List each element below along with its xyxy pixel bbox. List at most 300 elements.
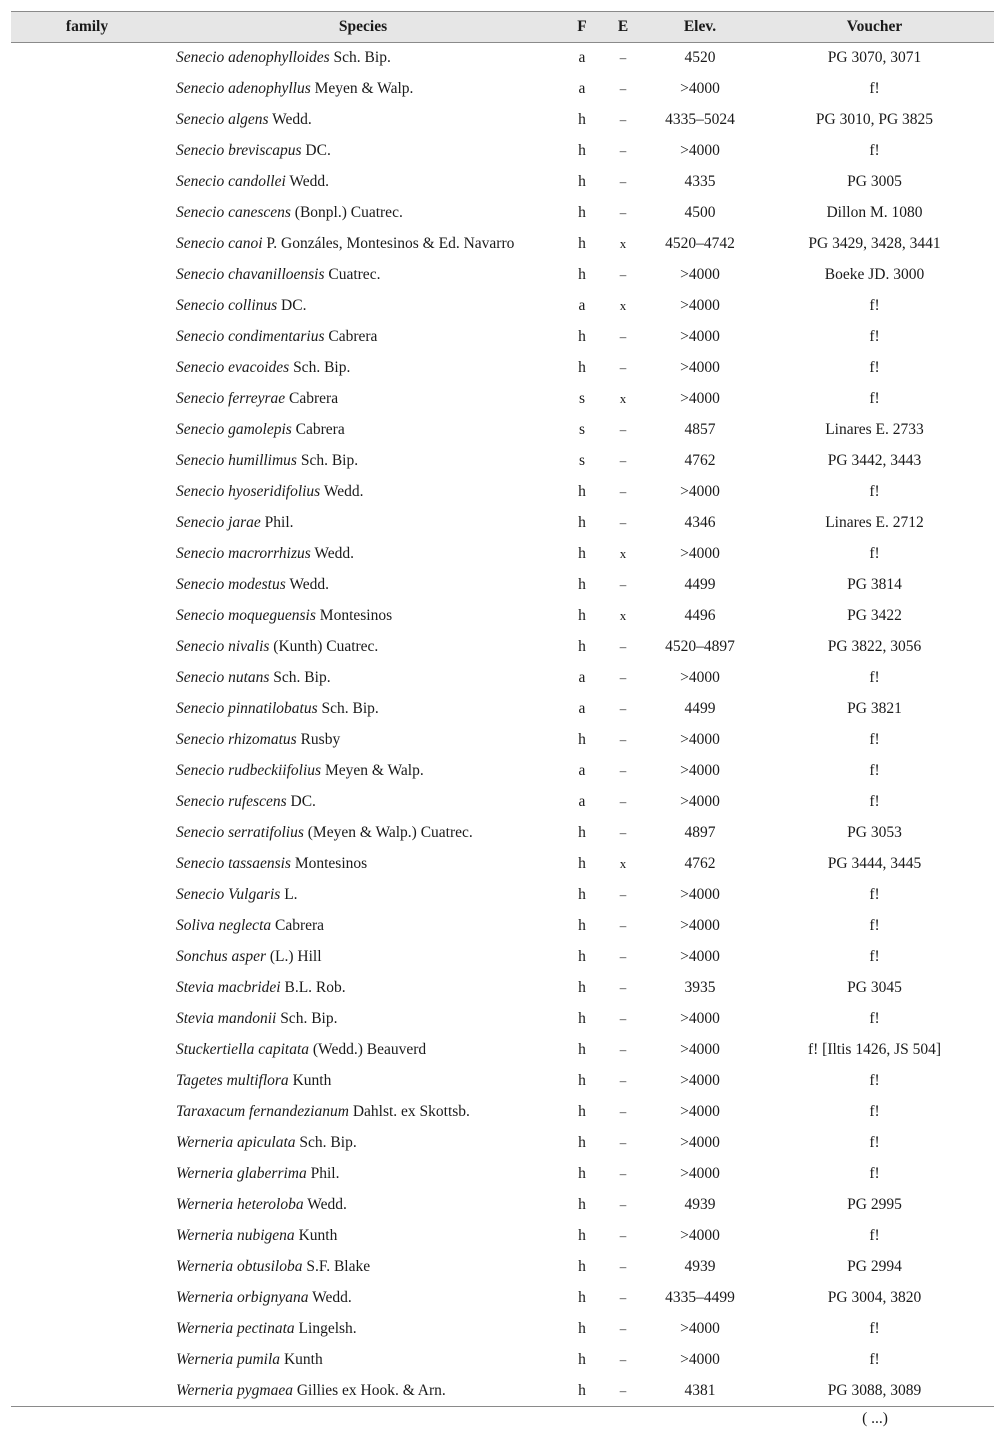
- voucher-cell: PG 3442, 3443: [827, 452, 922, 469]
- endemic-cell: –: [619, 1042, 627, 1057]
- species-author: Kunth: [292, 1072, 332, 1089]
- voucher-cell: PG 3004, 3820: [827, 1289, 922, 1306]
- family-cell: [11, 1035, 163, 1066]
- species-taxon: Senecio canescens: [176, 204, 291, 221]
- family-cell: [11, 105, 163, 136]
- species-author: Wedd.: [314, 545, 355, 562]
- species-taxon: Senecio chavanilloensis: [176, 266, 325, 283]
- growth-form-cell: h: [578, 1258, 586, 1275]
- endemic-cell: –: [619, 484, 627, 499]
- table-row: [11, 942, 994, 973]
- endemic-cell: –: [619, 174, 627, 189]
- species-cell: [163, 136, 563, 167]
- voucher-cell: f!: [869, 328, 880, 345]
- family-cell: [11, 570, 163, 601]
- endemic-cell: –: [619, 50, 627, 66]
- endemic-cell: –: [619, 732, 627, 747]
- family-cell: [11, 477, 163, 508]
- growth-form-cell: h: [578, 1289, 586, 1306]
- growth-form-cell: a: [578, 80, 586, 97]
- table-row: [11, 1314, 994, 1345]
- family-cell: [11, 322, 163, 353]
- growth-form-cell: h: [578, 514, 586, 531]
- elevation-cell: 4335–5024: [665, 111, 735, 128]
- species-taxon: Werneria pumila: [176, 1351, 281, 1368]
- header-row: [11, 12, 994, 43]
- family-cell: [11, 167, 163, 198]
- family-cell: [11, 911, 163, 942]
- table-row: [11, 167, 994, 198]
- table-row: [11, 1376, 994, 1407]
- elevation-cell: >4000: [680, 1010, 720, 1027]
- endemic-cell: x: [619, 236, 627, 251]
- table-row: [11, 911, 994, 942]
- voucher-cell: f!: [869, 390, 880, 407]
- family-cell: [11, 446, 163, 477]
- family-cell: [11, 849, 163, 880]
- endemic-cell: –: [619, 360, 627, 375]
- elevation-cell: >4000: [680, 1320, 720, 1337]
- voucher-cell: f!: [869, 886, 880, 903]
- growth-form-cell: a: [578, 793, 586, 810]
- growth-form-cell: h: [578, 824, 586, 841]
- voucher-cell: PG 3005: [847, 173, 902, 190]
- family-cell: [11, 1283, 163, 1314]
- table-row: [11, 74, 994, 105]
- table-row: [11, 1345, 994, 1376]
- species-cell: [163, 167, 563, 198]
- species-taxon: Senecio nivalis: [176, 638, 270, 655]
- table-row: [11, 415, 994, 446]
- species-author: Wedd.: [307, 1196, 347, 1213]
- growth-form-cell: h: [578, 1165, 586, 1182]
- header-e: E: [601, 12, 645, 43]
- species-cell: [163, 973, 563, 1004]
- table-row: [11, 663, 994, 694]
- elevation-cell: >4000: [680, 886, 720, 903]
- species-taxon: Senecio breviscapus: [176, 142, 302, 159]
- family-cell: [11, 229, 163, 260]
- species-taxon: Stuckertiella capitata: [176, 1041, 310, 1058]
- elevation-cell: >4000: [680, 142, 720, 159]
- header-family: family: [11, 12, 163, 43]
- voucher-cell: f!: [869, 1320, 880, 1337]
- elevation-cell: >4000: [680, 1103, 720, 1120]
- endemic-cell: –: [619, 1166, 627, 1181]
- growth-form-cell: h: [578, 1196, 586, 1213]
- species-taxon: Werneria orbignyana: [176, 1289, 309, 1306]
- voucher-cell: Boeke JD. 3000: [824, 266, 925, 283]
- species-cell: [163, 880, 563, 911]
- species-cell: [163, 1345, 563, 1376]
- species-taxon: Werneria pygmaea: [176, 1381, 293, 1399]
- endemic-cell: –: [619, 1228, 627, 1243]
- growth-form-cell: h: [578, 483, 586, 500]
- table-row: [11, 260, 994, 291]
- table-row: [11, 849, 994, 880]
- family-cell: [11, 973, 163, 1004]
- voucher-cell: f!: [869, 142, 880, 159]
- growth-form-cell: s: [578, 452, 586, 469]
- continued-note: ( ...): [862, 1410, 888, 1427]
- species-taxon: Sonchus asper: [176, 948, 266, 965]
- species-author: Kunth: [283, 1351, 323, 1368]
- voucher-cell: PG 3821: [847, 700, 902, 717]
- table-row: [11, 880, 994, 911]
- growth-form-cell: h: [578, 359, 586, 376]
- table-row: [11, 43, 994, 74]
- endemic-cell: x: [619, 608, 627, 623]
- species-author: Sch. Bip.: [273, 669, 331, 686]
- growth-form-cell: h: [578, 204, 586, 221]
- table-row: [11, 477, 994, 508]
- table-row: [11, 1252, 994, 1283]
- species-taxon: Werneria pectinata: [176, 1320, 295, 1337]
- table-row: [11, 1066, 994, 1097]
- elevation-cell: >4000: [680, 266, 720, 283]
- species-cell: [163, 601, 563, 632]
- table-row: [11, 1190, 994, 1221]
- family-cell: [11, 1159, 163, 1190]
- species-taxon: Tagetes multiflora: [176, 1072, 289, 1089]
- endemic-cell: –: [619, 577, 627, 592]
- species-author: (Kunth) Cuatrec.: [273, 638, 379, 655]
- species-taxon: Werneria apiculata: [176, 1134, 296, 1151]
- elevation-cell: 4496: [684, 607, 716, 624]
- endemic-cell: –: [619, 1073, 627, 1088]
- voucher-cell: f!: [869, 669, 880, 686]
- species-author: Sch. Bip.: [280, 1010, 338, 1027]
- species-cell: [163, 260, 563, 291]
- elevation-cell: >4000: [680, 1134, 720, 1151]
- species-taxon: Werneria glaberrima: [176, 1165, 307, 1182]
- table-row: [11, 384, 994, 415]
- table-row: [11, 1128, 994, 1159]
- voucher-cell: PG 3010, PG 3825: [815, 111, 934, 128]
- endemic-cell: –: [619, 949, 627, 964]
- family-cell: [11, 353, 163, 384]
- table-row: [11, 446, 994, 477]
- species-cell: [163, 353, 563, 384]
- family-cell: [11, 725, 163, 756]
- species-taxon: Senecio tassaensis: [176, 855, 291, 872]
- growth-form-cell: a: [578, 297, 586, 314]
- header-elev: Elev.: [645, 12, 755, 43]
- voucher-cell: Linares E. 2733: [825, 421, 924, 438]
- voucher-cell: f!: [869, 297, 880, 314]
- species-author: Montesinos: [294, 855, 368, 872]
- species-cell: [163, 74, 563, 105]
- table-row: [11, 1221, 994, 1252]
- species-taxon: Senecio evacoides: [176, 359, 290, 376]
- species-cell: [163, 632, 563, 663]
- voucher-cell: Dillon M. 1080: [826, 204, 923, 221]
- voucher-cell: PG 3045: [847, 979, 902, 996]
- species-cell: [163, 43, 563, 74]
- elevation-cell: 4500: [684, 204, 716, 221]
- species-cell: [163, 539, 563, 570]
- species-author: Cabrera: [289, 390, 339, 407]
- species-taxon: Werneria heteroloba: [176, 1196, 304, 1213]
- species-author: Sch. Bip.: [299, 1134, 357, 1151]
- growth-form-cell: h: [578, 266, 586, 283]
- species-author: Wedd.: [289, 576, 330, 593]
- endemic-cell: –: [619, 1011, 627, 1026]
- species-taxon: Senecio moqueguensis: [176, 607, 316, 624]
- elevation-cell: 4381: [645, 1376, 755, 1407]
- species-author: Sch. Bip.: [333, 49, 391, 67]
- species-author: Lingelsh.: [298, 1320, 357, 1337]
- elevation-cell: >4000: [680, 483, 720, 500]
- growth-form-cell: h: [578, 142, 586, 159]
- endemic-cell: –: [619, 205, 627, 220]
- species-cell: [163, 1035, 563, 1066]
- elevation-cell: >4000: [680, 390, 720, 407]
- species-cell: [163, 477, 563, 508]
- table-row: [11, 198, 994, 229]
- endemic-cell: –: [619, 515, 627, 530]
- endemic-cell: –: [619, 701, 627, 716]
- growth-form-cell: h: [578, 1010, 586, 1027]
- species-cell: [163, 818, 563, 849]
- species-taxon: Senecio humillimus: [176, 452, 297, 469]
- voucher-cell: f!: [869, 793, 880, 810]
- species-author: Cuatrec.: [328, 266, 381, 283]
- growth-form-cell: h: [578, 855, 586, 872]
- elevation-cell: 4335: [684, 173, 716, 190]
- growth-form-cell: h: [578, 917, 586, 934]
- endemic-cell: –: [619, 453, 627, 468]
- family-cell: [11, 1097, 163, 1128]
- table-row: [11, 570, 994, 601]
- species-author: Gillies ex Hook. & Arn.: [296, 1381, 446, 1399]
- family-cell: [11, 942, 163, 973]
- species-taxon: Senecio ferreyrae: [176, 390, 286, 407]
- species-taxon: Senecio adenophylloides: [176, 49, 330, 67]
- table-row: [11, 508, 994, 539]
- species-cell: [163, 1159, 563, 1190]
- species-taxon: Senecio condimentarius: [176, 328, 325, 345]
- species-cell: [163, 415, 563, 446]
- table-row: [11, 1004, 994, 1035]
- species-author: Cabrera: [275, 917, 325, 934]
- species-cell: [163, 1066, 563, 1097]
- voucher-cell: PG 3053: [847, 824, 902, 841]
- voucher-cell: f!: [869, 1134, 880, 1151]
- table-header: [11, 12, 994, 43]
- species-taxon: Werneria obtusiloba: [176, 1258, 303, 1275]
- voucher-cell: PG 3822, 3056: [827, 638, 922, 655]
- species-author: Rusby: [300, 731, 341, 748]
- table-row: [11, 818, 994, 849]
- elevation-cell: 4857: [684, 421, 716, 438]
- species-cell: [163, 1283, 563, 1314]
- table-row: [11, 1097, 994, 1128]
- voucher-cell: PG 3070, 3071: [827, 49, 922, 67]
- elevation-cell: 3935: [684, 979, 716, 996]
- species-taxon: Stevia mandonii: [176, 1010, 277, 1027]
- species-cell: [163, 384, 563, 415]
- voucher-cell: f!: [869, 80, 880, 97]
- elevation-cell: >4000: [680, 1041, 720, 1058]
- endemic-cell: –: [619, 81, 627, 96]
- species-cell: [163, 725, 563, 756]
- species-cell: [163, 322, 563, 353]
- elevation-cell: >4000: [680, 80, 720, 97]
- species-taxon: Soliva neglecta: [176, 917, 272, 934]
- species-cell: [163, 911, 563, 942]
- species-author: S.F. Blake: [306, 1258, 371, 1275]
- growth-form-cell: a: [578, 49, 586, 67]
- endemic-cell: x: [619, 856, 627, 871]
- voucher-cell: f!: [869, 917, 880, 934]
- family-cell: [11, 198, 163, 229]
- growth-form-cell: a: [578, 669, 586, 686]
- voucher-cell: PG 3422: [847, 607, 902, 624]
- elevation-cell: >4000: [680, 545, 720, 562]
- family-cell: [11, 1221, 163, 1252]
- table-row: [11, 694, 994, 725]
- family-cell: [11, 1190, 163, 1221]
- species-taxon: Senecio jarae: [176, 514, 261, 531]
- growth-form-cell: h: [578, 545, 586, 562]
- species-cell: [163, 787, 563, 818]
- family-cell: [11, 818, 163, 849]
- elevation-cell: >4000: [680, 1165, 720, 1182]
- endemic-cell: –: [619, 1135, 627, 1150]
- species-cell: [163, 1004, 563, 1035]
- elevation-cell: 4499: [684, 700, 716, 717]
- growth-form-cell: h: [578, 979, 586, 996]
- voucher-cell: PG 3088, 3089: [755, 1376, 994, 1407]
- endemic-cell: –: [619, 267, 627, 282]
- species-author: DC.: [305, 142, 331, 159]
- species-author: Cabrera: [328, 328, 378, 345]
- table-row: [11, 1035, 994, 1066]
- elevation-cell: >4000: [680, 297, 720, 314]
- species-author: Meyen & Walp.: [314, 80, 414, 97]
- family-cell: [11, 1066, 163, 1097]
- species-cell: [163, 229, 563, 260]
- endemic-cell: –: [619, 1259, 627, 1274]
- voucher-cell: f!: [869, 1351, 880, 1368]
- voucher-cell: f!: [869, 1072, 880, 1089]
- elevation-cell: 4762: [684, 855, 716, 872]
- voucher-cell: f!: [869, 545, 880, 562]
- family-cell: [11, 1252, 163, 1283]
- species-author: Sch. Bip.: [300, 452, 359, 469]
- species-taxon: Senecio Vulgaris: [176, 886, 281, 903]
- endemic-cell: –: [619, 143, 627, 158]
- endemic-cell: –: [619, 639, 627, 654]
- elevation-cell: 4520: [684, 49, 716, 67]
- endemic-cell: –: [619, 1321, 627, 1336]
- endemic-cell: –: [619, 763, 627, 778]
- growth-form-cell: h: [578, 886, 586, 903]
- family-cell: [11, 384, 163, 415]
- species-cell: [163, 756, 563, 787]
- voucher-cell: f!: [869, 762, 880, 779]
- species-author: (Meyen & Walp.) Cuatrec.: [307, 824, 473, 841]
- species-cell: [163, 1252, 563, 1283]
- family-cell: [11, 415, 163, 446]
- header-species: Species: [163, 12, 563, 43]
- endemic-cell: –: [619, 1197, 627, 1212]
- species-author: (L.) Hill: [269, 948, 322, 965]
- family-cell: [11, 1376, 163, 1407]
- species-author: Sch. Bip.: [321, 700, 379, 717]
- elevation-cell: >4000: [680, 1351, 720, 1368]
- growth-form-cell: h: [578, 111, 586, 128]
- elevation-cell: >4000: [680, 669, 720, 686]
- species-author: B.L. Rob.: [284, 979, 346, 996]
- elevation-cell: 4897: [684, 824, 716, 841]
- voucher-cell: PG 3814: [847, 576, 902, 593]
- family-cell: [11, 539, 163, 570]
- elevation-cell: 4346: [684, 514, 716, 531]
- table-row: [11, 1159, 994, 1190]
- header-f: F: [563, 12, 601, 43]
- species-cell: [163, 1221, 563, 1252]
- growth-form-cell: h: [578, 607, 586, 624]
- voucher-cell: PG 2994: [847, 1258, 902, 1275]
- species-table-container: [11, 11, 994, 1407]
- growth-form-cell: h: [578, 1227, 586, 1244]
- voucher-cell: f!: [869, 1103, 880, 1120]
- family-cell: [11, 260, 163, 291]
- species-author: Wedd.: [289, 173, 330, 190]
- species-taxon: Taraxacum fernandezianum: [176, 1103, 349, 1120]
- elevation-cell: >4000: [680, 762, 720, 779]
- elevation-cell: >4000: [680, 917, 720, 934]
- endemic-cell: –: [619, 918, 627, 933]
- growth-form-cell: a: [578, 762, 586, 779]
- family-cell: [11, 1314, 163, 1345]
- family-cell: [11, 880, 163, 911]
- table-row: [11, 973, 994, 1004]
- species-taxon: Senecio gamolepis: [176, 421, 292, 438]
- voucher-cell: f!: [869, 1010, 880, 1027]
- endemic-cell: x: [619, 298, 627, 313]
- species-cell: [163, 198, 563, 229]
- family-cell: [11, 1004, 163, 1035]
- table-row: [11, 322, 994, 353]
- table-body: [11, 43, 994, 1407]
- species-taxon: Senecio rufescens: [176, 793, 287, 810]
- family-cell: [11, 694, 163, 725]
- species-taxon: Senecio rhizomatus: [176, 731, 297, 748]
- species-cell: [163, 570, 563, 601]
- species-taxon: Senecio pinnatilobatus: [176, 700, 318, 717]
- species-taxon: Senecio modestus: [176, 576, 286, 593]
- endemic-cell: x: [619, 391, 627, 406]
- voucher-cell: f!: [869, 948, 880, 965]
- species-author: Wedd.: [323, 483, 364, 500]
- family-cell: [11, 43, 163, 74]
- endemic-cell: –: [619, 670, 627, 685]
- species-taxon: Senecio collinus: [176, 297, 278, 314]
- species-taxon: Senecio nutans: [176, 669, 270, 686]
- family-cell: [11, 663, 163, 694]
- species-author: DC.: [290, 793, 316, 810]
- elevation-cell: 4520–4742: [665, 235, 735, 252]
- table-row: [11, 291, 994, 322]
- species-cell: [163, 942, 563, 973]
- table-row: [11, 787, 994, 818]
- species-cell: [163, 694, 563, 725]
- growth-form-cell: a: [578, 700, 586, 717]
- species-author: (Bonpl.) Cuatrec.: [294, 204, 403, 221]
